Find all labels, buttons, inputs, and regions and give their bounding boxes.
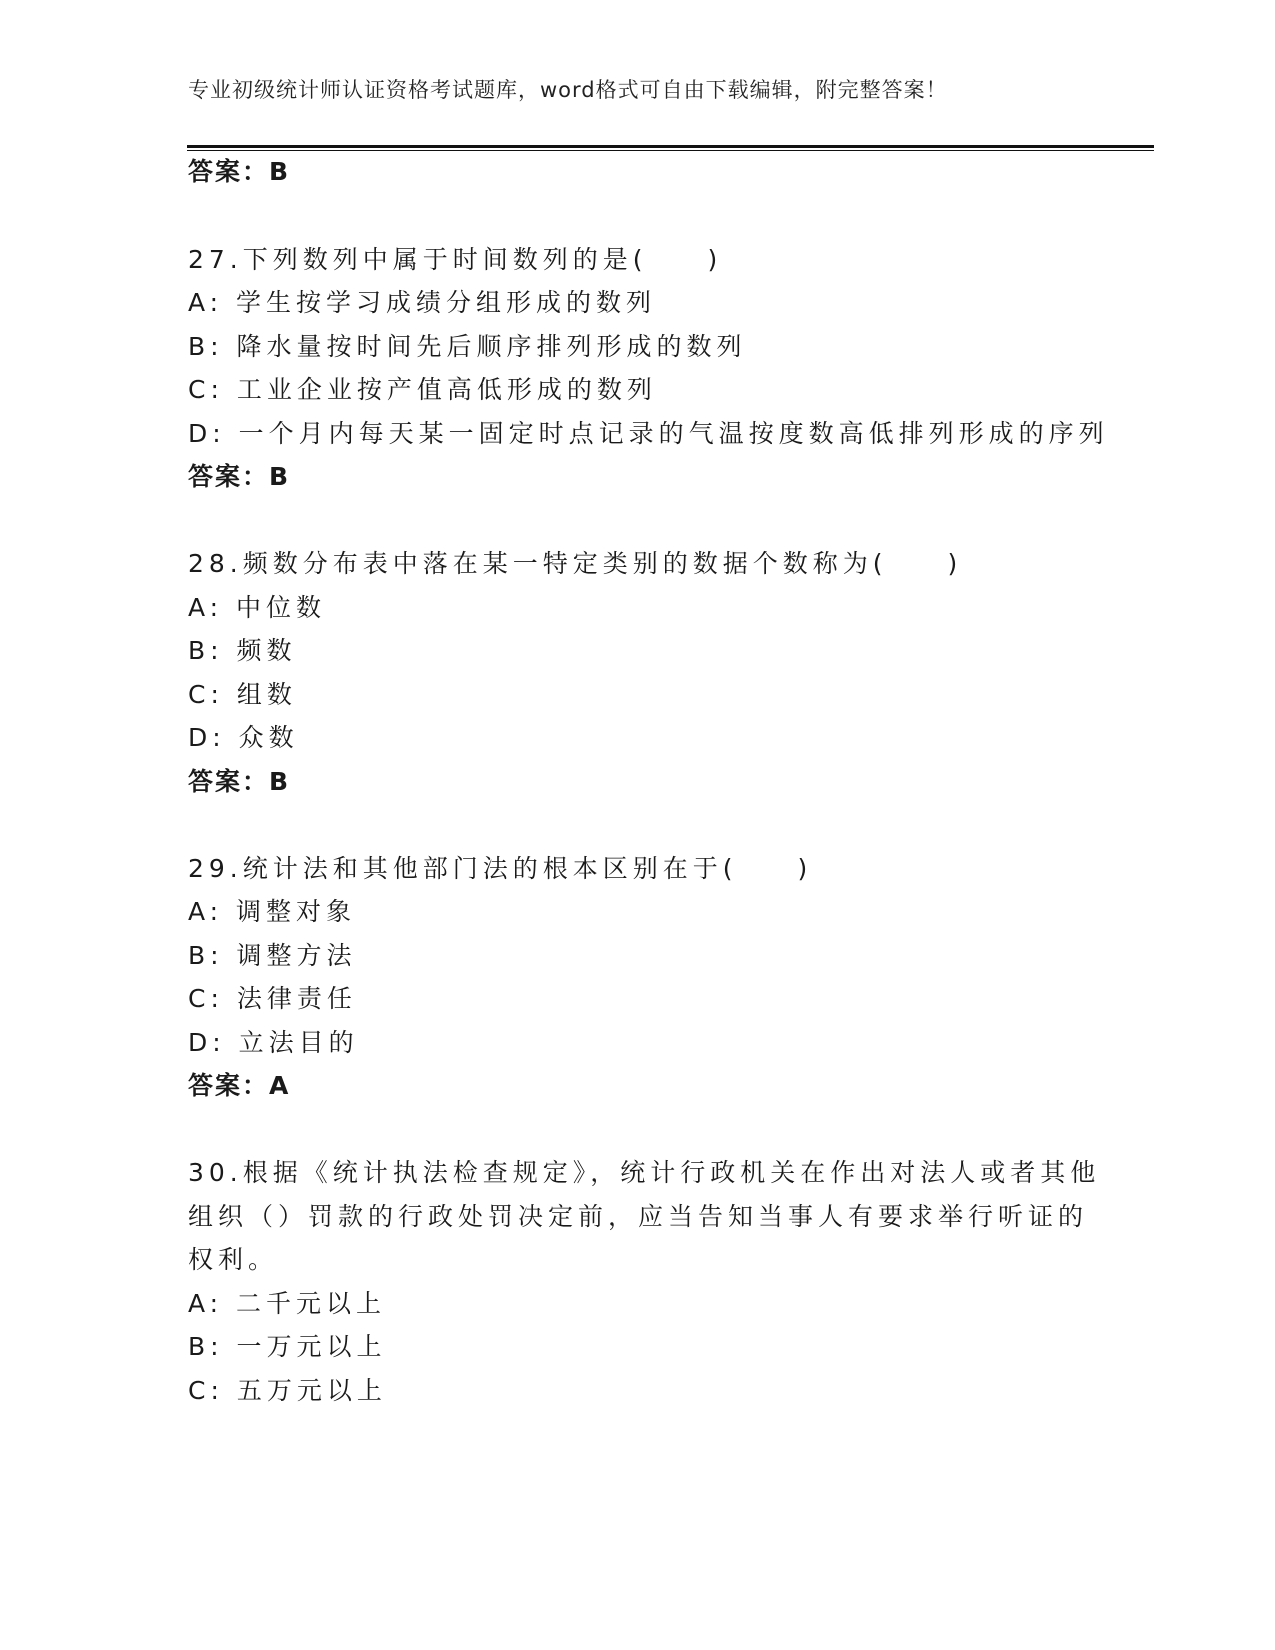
question-option: B: 频数 xyxy=(188,636,297,665)
page-header: 专业初级统计师认证资格考试题库，word格式可自由下载编辑，附完整答案！ xyxy=(188,78,948,102)
question-option: A: 调整对象 xyxy=(188,897,357,926)
question-stem: 28.频数分布表中落在某一特定类别的数据个数称为( ) xyxy=(188,549,963,578)
question-option: B: 降水量按时间先后顺序排列形成的数列 xyxy=(188,332,747,361)
question-option: D: 立法目的 xyxy=(188,1028,359,1057)
question-stem: 30.根据《统计执法检查规定》，统计行政机关在作出对法人或者其他 xyxy=(188,1158,1101,1187)
question-option: D: 众数 xyxy=(188,723,299,752)
question-option: D: 一个月内每天某一固定时点记录的气温按度数高低排列形成的序列 xyxy=(188,419,1109,448)
question-stem: 27.下列数列中属于时间数列的是( ) xyxy=(188,245,723,274)
header-rule-thick xyxy=(187,145,1154,148)
answer-label: 答案：A xyxy=(188,1071,291,1100)
question-stem: 组织（）罚款的行政处罚决定前，应当告知当事人有要求举行听证的 xyxy=(188,1202,1089,1231)
answer-label: 答案：B xyxy=(188,767,291,796)
question-option: A: 二千元以上 xyxy=(188,1289,387,1318)
question-option: C: 组数 xyxy=(188,680,297,709)
question-option: B: 一万元以上 xyxy=(188,1332,387,1361)
header-rule-thin xyxy=(187,150,1154,151)
question-stem: 29.统计法和其他部门法的根本区别在于( ) xyxy=(188,854,813,883)
question-option: C: 工业企业按产值高低形成的数列 xyxy=(188,375,657,404)
question-option: C: 五万元以上 xyxy=(188,1376,387,1405)
answer-label: 答案：B xyxy=(188,157,291,186)
question-option: A: 学生按学习成绩分组形成的数列 xyxy=(188,288,657,317)
answer-label: 答案：B xyxy=(188,462,291,491)
question-option: C: 法律责任 xyxy=(188,984,357,1013)
question-option: B: 调整方法 xyxy=(188,941,357,970)
question-stem: 权利。 xyxy=(188,1245,279,1274)
question-option: A: 中位数 xyxy=(188,593,327,622)
